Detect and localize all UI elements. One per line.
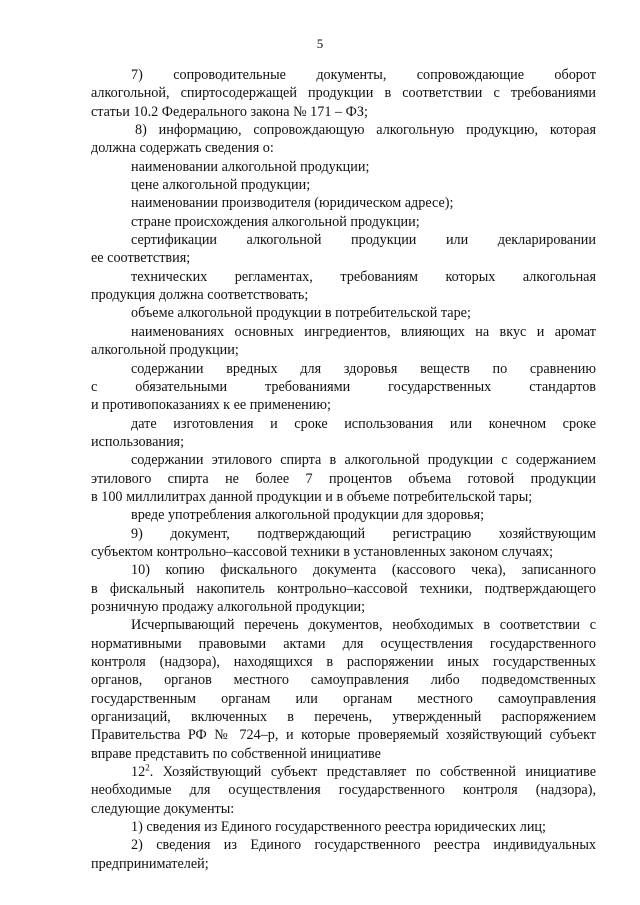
text-line: 9) документ, подтверждающий регистрацию хозяйствующим (131, 525, 596, 542)
paragraph-number-superscript: 2 (145, 762, 150, 773)
text-line: ее соответствия; (91, 250, 191, 267)
text-line: 8) информацию, сопровождающую алкогольную продукцию, которая (135, 122, 596, 139)
text-line: розничную продажу алкогольной продукции; (91, 598, 366, 615)
text-line: необходимые для осуществления государственного контроля (надзора), (91, 782, 596, 799)
text-line: вправе представить по собственной инициативе (91, 745, 381, 762)
document-body (91, 66, 596, 873)
text-line: алкогольной, спиртосодержащей продукции в соответствии с требованиями (91, 85, 596, 102)
text-line: контроля (надзора), находящихся в распоряжении иных государственных (91, 654, 596, 670)
text-line: 2) сведения из Единого государственного реестра индивидуальных (131, 837, 596, 854)
text-line: предпринимателей; (91, 855, 209, 872)
text-line: алкогольной продукции; (91, 342, 239, 359)
text-line: 10) копию фискального документа (кассового чека), записанного (131, 562, 596, 579)
text-line: технических регламентах, требованиям которых алкогольная (131, 268, 596, 285)
text-line: наименовании алкогольной продукции; (131, 158, 370, 175)
text-line: Исчерпывающий перечень документов, необходимых в соответствии с (131, 617, 596, 634)
text-line: наименованиях основных ингредиентов, влияющих на вкус и аромат (131, 323, 596, 340)
text-line: 7) сопроводительные документы, сопровождающие оборот (131, 67, 596, 83)
text-line: использования; (91, 433, 185, 450)
text-line: в 100 миллилитрах данной продукции и в объеме потребительской тары; (91, 488, 533, 505)
text-line: объеме алкогольной продукции в потребительской таре; (131, 305, 471, 322)
text-line: 1) сведения из Единого государственного реестра юридических лиц; (131, 819, 546, 836)
text-line: наименовании производителя (юридическом адресе); (131, 195, 454, 212)
text-line: Правительства РФ № 724–р, и которые проверяемый хозяйствующий субъект (91, 727, 596, 744)
text-line: субъектом контрольно–кассовой техники в установленных законом случаях; (91, 543, 554, 560)
text-line: статьи 10.2 Федерального закона № 171 – ФЗ; (91, 103, 368, 120)
text-line: этилового спирта не более 7 процентов объема готовой продукции (91, 470, 596, 487)
text-line: организаций, включенных в перечень, утвержденный распоряжением (91, 709, 596, 726)
text-line: содержании вредных для здоровья веществ по сравнению (131, 360, 596, 377)
text-line: органов, органов местного самоуправления либо подведомственных (91, 672, 596, 689)
paragraph-12-2-first-line (91, 763, 596, 781)
text-line: должна содержать сведения о: (91, 140, 274, 157)
text-line: стране происхождения алкогольной продукции; (131, 213, 420, 230)
text-line: продукция должна соответствовать; (91, 287, 309, 304)
text-line: нормативными правовыми актами для осуществления государственного (91, 635, 596, 652)
text-line: содержании этилового спирта в алкогольной продукции с содержанием (131, 452, 596, 469)
page-number: 5 (316, 36, 324, 51)
text-line: и противопоказаниях к ее применению; (91, 397, 331, 414)
text-line: с обязательными требованиями государственных стандартов (91, 378, 596, 395)
text-line: вреде употребления алкогольной продукции для здоровья; (131, 507, 485, 524)
text-line: в фискальный накопитель контрольно–кассовой техники, подтверждающего (91, 580, 596, 597)
paragraph-number: 12 (131, 764, 146, 781)
text-line: сертификации алкогольной продукции или декларировании (131, 232, 596, 249)
text-line: цене алкогольной продукции; (131, 177, 311, 194)
text-line: дате изготовления и сроке использования или конечном сроке (131, 415, 596, 432)
text-line: государственным органам или органам местного самоуправления (91, 690, 596, 707)
text-line-fragment: . Хозяйствующий субъект представляет по собственной инициативе (149, 764, 596, 781)
text-line: следующие документы: (91, 800, 235, 817)
